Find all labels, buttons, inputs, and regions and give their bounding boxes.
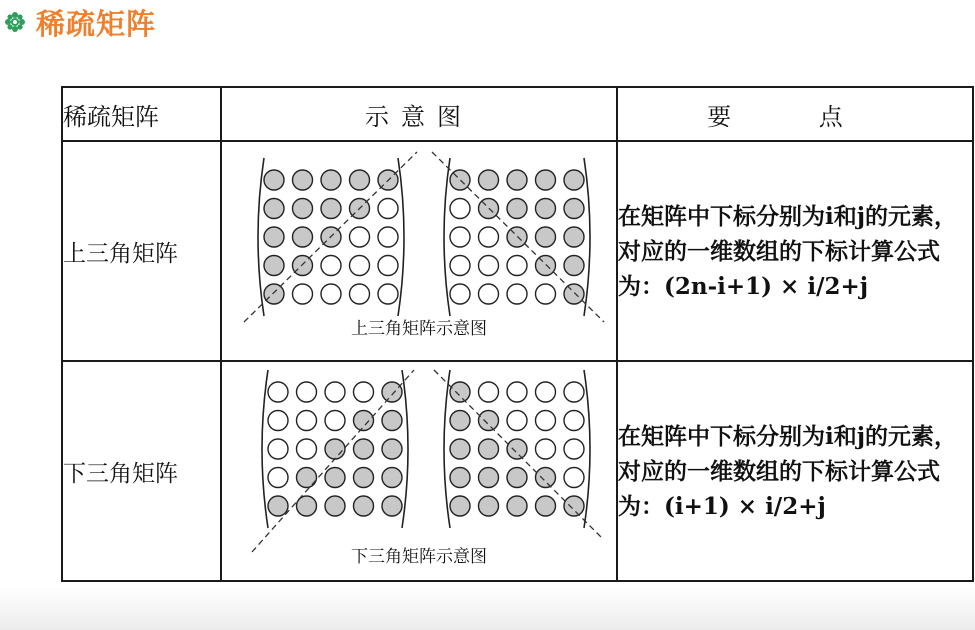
upper-left-matrix-element: [350, 256, 370, 276]
lower-right-matrix-element: [507, 496, 527, 516]
upper-left-matrix-element: [264, 170, 284, 190]
upper-left-matrix-element: [293, 227, 313, 247]
upper-left-matrix-element: [321, 256, 341, 276]
lower-left-matrix-element: [325, 411, 345, 431]
lower-left-matrix-element: [382, 382, 402, 402]
lower-right-matrix-element: [450, 411, 470, 431]
lower-right-matrix-element: [479, 439, 499, 459]
lower-left-matrix-element: [325, 439, 345, 459]
lower-left-matrix-element: [297, 382, 317, 402]
upper-right-matrix-element: [479, 170, 499, 190]
upper-right-matrix-element: [564, 227, 584, 247]
upper-left-matrix-element: [264, 227, 284, 247]
lower-left-matrix-element: [354, 468, 374, 488]
upper-right-matrix-element: [507, 256, 527, 276]
lower-right-matrix-element: [536, 468, 556, 488]
upper-right-matrix-element: [564, 170, 584, 190]
upper-left-matrix-element: [378, 227, 398, 247]
upper-right-matrix-element: [536, 256, 556, 276]
upper-right-matrix-element: [450, 199, 470, 219]
upper-right-matrix-element: [536, 199, 556, 219]
key-points-lower: 在矩阵中下标分别为i和j的元素，对应的一维数组的下标计算公式为：(i+1) × i/2+j: [617, 361, 973, 581]
diagram-caption-upper: 上三角矩阵示意图: [351, 319, 487, 339]
upper-left-matrix-element: [293, 170, 313, 190]
lower-right-matrix-element: [507, 468, 527, 488]
upper-left-matrix-element: [350, 227, 370, 247]
lower-left-matrix-element: [325, 468, 345, 488]
lower-right-matrix-element: [564, 439, 584, 459]
lower-right-matrix-element: [479, 468, 499, 488]
table-header-row: [62, 87, 973, 141]
upper-right-matrix-element: [450, 170, 470, 190]
lower-right-matrix-element: [536, 411, 556, 431]
upper-right-matrix-element: [507, 170, 527, 190]
upper-left-matrix-element: [350, 170, 370, 190]
bottom-shade: [0, 586, 975, 630]
lower-right-matrix-element: [507, 382, 527, 402]
lower-left-matrix-element: [297, 411, 317, 431]
upper-left-matrix-left-bracket: [258, 158, 264, 316]
upper-left-matrix-element: [293, 284, 313, 304]
upper-right-matrix-element: [479, 256, 499, 276]
upper-right-matrix-element: [564, 284, 584, 304]
lower-left-matrix-element: [382, 468, 402, 488]
lower-right-matrix-element: [479, 411, 499, 431]
lower-right-matrix-element: [450, 439, 470, 459]
lower-left-matrix-element: [354, 382, 374, 402]
lower-right-matrix-element: [507, 411, 527, 431]
lower-left-matrix-element: [382, 496, 402, 516]
lower-left-matrix-element: [354, 439, 374, 459]
diagram-caption-lower: 下三角矩阵示意图: [351, 547, 487, 567]
lower-right-matrix-element: [564, 468, 584, 488]
lower-right-matrix-element: [450, 496, 470, 516]
upper-right-matrix-element: [507, 199, 527, 219]
upper-right-matrix-element: [536, 284, 556, 304]
lower-left-matrix-left-bracket: [262, 370, 268, 528]
upper-left-matrix-element: [378, 199, 398, 219]
header-matrix: 稀疏矩阵: [62, 87, 221, 141]
upper-right-matrix-element: [564, 199, 584, 219]
lower-left-matrix-element: [268, 468, 288, 488]
row-name-lower: 下三角矩阵: [62, 361, 221, 581]
flower-bullet-icon: [4, 11, 26, 33]
table-row-upper: [62, 141, 973, 361]
page-title: 稀疏矩阵: [36, 6, 157, 41]
lower-right-matrix-element: [564, 382, 584, 402]
lower-right-matrix-element: [479, 496, 499, 516]
header-key-points: 要 点: [617, 87, 973, 141]
lower-left-matrix-element: [325, 382, 345, 402]
lower-right-matrix-element: [536, 382, 556, 402]
lower-left-matrix-element: [297, 468, 317, 488]
upper-right-matrix-element: [536, 170, 556, 190]
lower-left-matrix-right-bracket: [402, 370, 408, 528]
lower-left-matrix-element: [268, 439, 288, 459]
lower-left-matrix-element: [354, 411, 374, 431]
upper-right-matrix-element: [479, 227, 499, 247]
upper-right-matrix-element: [536, 227, 556, 247]
upper-right-matrix-element: [507, 284, 527, 304]
upper-left-matrix-element: [321, 284, 341, 304]
upper-right-matrix-element: [564, 256, 584, 276]
key-points-upper: 在矩阵中下标分别为i和j的元素，对应的一维数组的下标计算公式为：(2n-i+1) × i/2+j: [617, 141, 973, 361]
lower-left-matrix-element: [268, 496, 288, 516]
upper-left-matrix-element: [293, 199, 313, 219]
upper-left-matrix-element: [378, 256, 398, 276]
lower-left-matrix-element: [268, 411, 288, 431]
upper-left-matrix-element: [321, 199, 341, 219]
upper-left-matrix-right-bracket: [398, 158, 404, 316]
upper-left-matrix-element: [264, 284, 284, 304]
diagram-cell-lower: [221, 361, 617, 581]
upper-right-matrix-left-bracket: [444, 158, 450, 316]
lower-right-matrix-element: [536, 496, 556, 516]
lower-right-matrix-right-bracket: [584, 370, 590, 528]
lower-right-matrix-element: [564, 496, 584, 516]
lower-right-matrix-element: [479, 382, 499, 402]
upper-left-matrix-element: [264, 199, 284, 219]
lower-right-matrix-element: [536, 439, 556, 459]
upper-right-matrix-element: [479, 284, 499, 304]
upper-left-matrix-element: [321, 170, 341, 190]
lower-left-matrix-element: [354, 496, 374, 516]
upper-left-matrix-element: [264, 256, 284, 276]
upper-right-matrix-element: [450, 284, 470, 304]
row-name-upper: 上三角矩阵: [62, 141, 221, 361]
lower-left-matrix-element: [382, 411, 402, 431]
lower-right-matrix-element: [564, 411, 584, 431]
lower-left-matrix-element: [382, 439, 402, 459]
header-diagram: 示意图: [221, 87, 617, 141]
table-row-lower: [62, 361, 973, 581]
lower-right-matrix-left-bracket: [444, 370, 450, 528]
lower-right-matrix-element: [450, 382, 470, 402]
lower-left-matrix-element: [268, 382, 288, 402]
lower-right-matrix-element: [450, 468, 470, 488]
diagram-cell-upper: [221, 141, 617, 361]
upper-right-matrix-element: [450, 227, 470, 247]
sparse-matrix-table: [61, 86, 974, 582]
upper-left-matrix-element: [378, 284, 398, 304]
lower-right-matrix-element: [507, 439, 527, 459]
lower-left-matrix-element: [325, 496, 345, 516]
lower-left-matrix-element: [297, 439, 317, 459]
upper-left-matrix-element: [350, 284, 370, 304]
title-row: [4, 2, 156, 42]
upper-right-matrix-element: [450, 256, 470, 276]
upper-right-matrix-right-bracket: [584, 158, 590, 316]
